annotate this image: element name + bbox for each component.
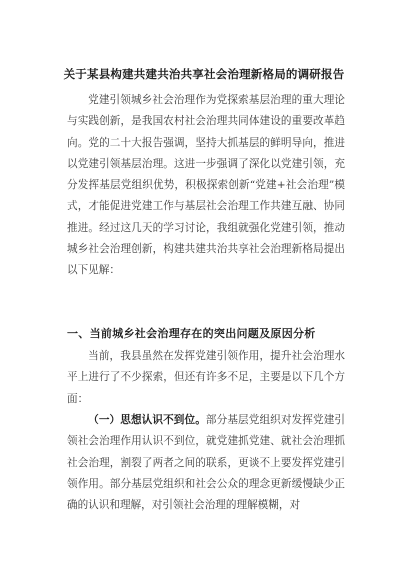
- section-text: 当前，我县虽然在发挥党建引领作用，提升社会治理水平上进行了不少探索，但还有许多不足，主要是以下几个方面：: [67, 350, 345, 405]
- section-paragraph: [67, 346, 345, 410]
- intro-text: 党建引领城乡社会治理作为党探索基层治理的重大理论与实践创新，是我国农村社会治理共同体建设的重要改革趋向。党的二十大报告强调，坚持大抓基层的鲜明导向，推进以党建引领基层治理。这进一步强调了深化以党建引领，充分发挥基层党组织优势，积极探索创新“党建+社会治理”模式，才能促进党建工作与基层社会治理工作共建互融、协同推进。经过这几天的学习讨论，我组就强化党建引领，推动城乡社会治理创新，构建共建共治共享社会治理新格局提出以下见解：: [67, 94, 345, 277]
- section-heading: 一、当前城乡社会治理存在的突出问题及原因分析: [67, 327, 316, 340]
- subsection-paragraph: [67, 410, 345, 516]
- document-title: 关于某县构建共建共治共享社会治理新格局的调研报告: [63, 67, 345, 81]
- subsection-lead: （一）思想认识不到位。: [88, 414, 206, 426]
- subsection-text: 部分基层党组织对发挥党建引领社会治理作用认识不到位，就党建抓党建、就社会治理抓社会治理，割裂了两者之间的联系，更谈不上要发挥党建引领作用。部分基层党组织和社会公众的理念更新缓慢缺少正确的认识和理解，对引领社会治理的理解模糊，对: [67, 414, 345, 512]
- intro-paragraph: [67, 90, 345, 282]
